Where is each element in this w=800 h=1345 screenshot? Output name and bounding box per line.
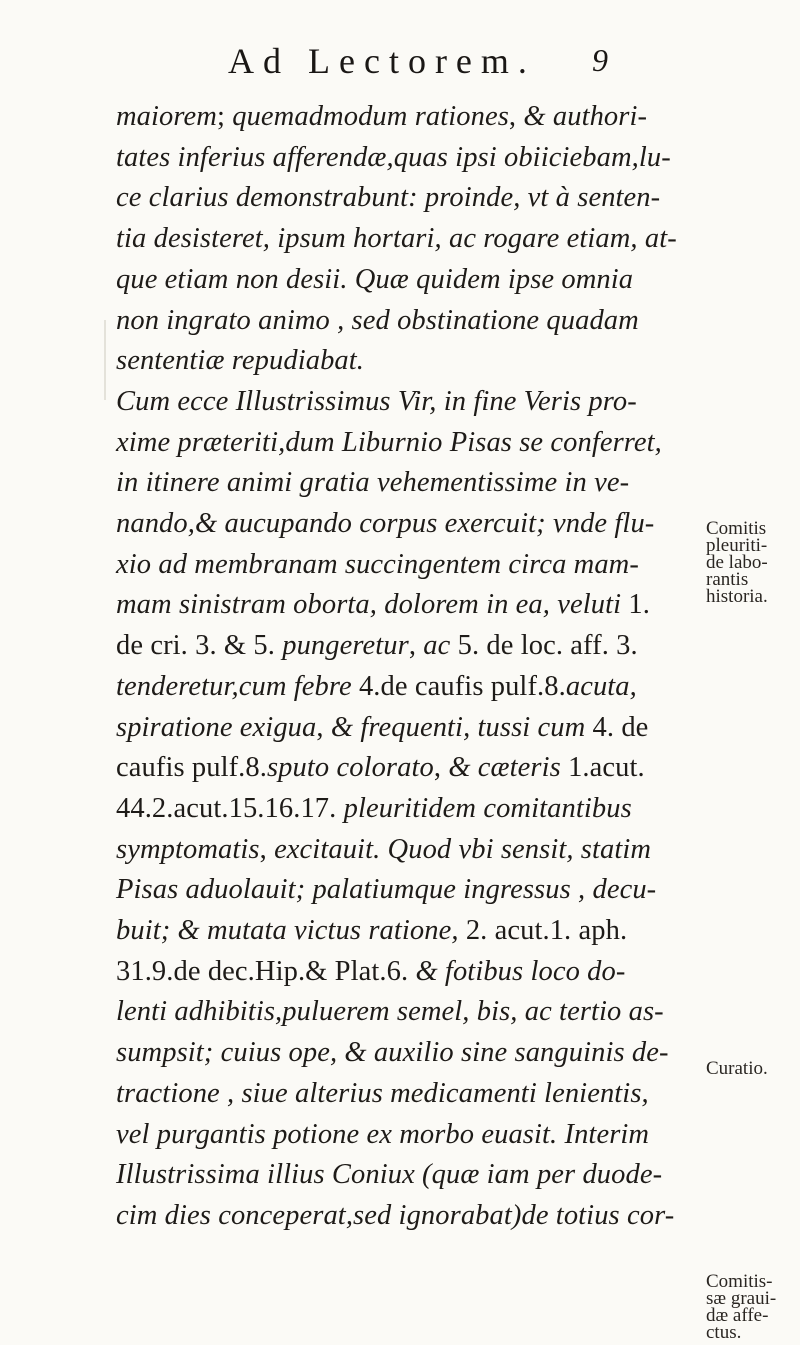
italic-text: symptomatis — [116, 833, 260, 865]
text-line — [116, 381, 637, 423]
margin-note-line: de labo- — [706, 552, 768, 573]
running-head — [200, 40, 680, 90]
margin-note-line: historia. — [706, 586, 768, 607]
italic-text: spiratione exigua — [116, 711, 317, 743]
text-line — [116, 218, 677, 260]
italic-text: sputo colorato — [266, 752, 434, 784]
text-line — [116, 707, 648, 749]
italic-text: que etiam non desii. Quæ quidem ipse omnia — [116, 263, 634, 295]
text-line — [116, 177, 660, 219]
italic-text: excitauit. Quod vbi sensit, statim — [274, 833, 652, 865]
margin-note-line: dæ affe- — [706, 1305, 769, 1326]
italic-text: Pisas aduolauit; palatiumque ingressus , decu- — [116, 874, 657, 906]
text-line — [116, 869, 656, 911]
text-line — [116, 1195, 674, 1237]
roman-text: , — [508, 101, 524, 132]
roman-text: , — [433, 752, 449, 784]
margin-note — [706, 520, 800, 605]
italic-text: ce clarius demonstrabunt: proinde, vt à senten- — [116, 182, 661, 214]
italic-text: tia desisteret, ipsum hortari, ac rogare etiam, at- — [116, 223, 677, 255]
italic-text: tates inferius afferendæ,quas ipsi obiiciebam,lu- — [116, 141, 671, 173]
margin-note-line: Comitis- — [706, 1271, 773, 1292]
roman-text: 31.9.de dec.Hip.& Plat.6. — [116, 955, 416, 987]
text-line — [116, 503, 654, 545]
paper-stain — [104, 320, 106, 400]
italic-text: & frequenti, tussi cum — [330, 711, 586, 743]
italic-text: acuta, — [565, 670, 637, 702]
italic-text: & cæteris — [448, 752, 561, 784]
text-line — [116, 666, 637, 708]
italic-text: tractione , siue alterius medicamenti lenientis, — [116, 1077, 649, 1109]
roman-text: , — [259, 833, 275, 865]
text-line — [116, 951, 625, 993]
italic-text: pungeretur — [282, 630, 409, 662]
text-line — [116, 829, 651, 871]
italic-text: lenti adhibitis,puluerem semel, bis, ac tertio as- — [116, 996, 664, 1028]
text-line — [116, 1154, 662, 1196]
italic-text: quemadmodum rationes — [232, 101, 509, 132]
roman-text: 4.de caufis pulf.8. — [351, 670, 566, 702]
margin-note-line: ctus. — [706, 1322, 742, 1343]
italic-text: sumpsit; cuius ope, & auxilio sine sanguinis de- — [116, 1037, 669, 1069]
roman-text: 1.acut. — [560, 752, 645, 784]
italic-text: buit; & mutata victus ratione, — [116, 915, 459, 946]
roman-text: 5. de loc. aff. 3. — [450, 630, 638, 662]
roman-text: 44.2.acut.15.16.17. — [116, 792, 344, 824]
italic-text: non ingrato animo , sed obstinatione quadam — [116, 304, 639, 336]
text-line — [116, 259, 633, 301]
italic-text: Cum ecce Illustrissimus Vir, in fine Veris pro- — [116, 385, 637, 417]
roman-text: , — [316, 711, 331, 743]
text-line — [116, 910, 627, 952]
italic-text: maiorem — [116, 101, 217, 132]
text-line — [116, 462, 629, 504]
text-line — [116, 544, 639, 586]
italic-text: nando,& aucupando corpus exercuit; vnde flu- — [116, 508, 655, 539]
text-line — [116, 747, 645, 789]
margin-note-line: Comitis — [706, 518, 767, 539]
page-number: 9 — [592, 42, 608, 78]
roman-text: , — [408, 630, 424, 662]
italic-text: in itinere animi gratia vehementissime in ve- — [116, 467, 630, 499]
italic-text: xime præteriti,dum Liburnio Pisas se conferret, — [116, 426, 662, 458]
text-line — [116, 1032, 669, 1074]
roman-text: ; — [216, 101, 233, 132]
text-line — [116, 1073, 649, 1115]
italic-text: mam sinistram oborta, dolorem in ea, veluti — [116, 589, 629, 621]
text-line — [116, 137, 671, 179]
roman-text: de cri. 3. & 5. — [116, 630, 283, 662]
text-line — [116, 422, 662, 464]
italic-text: vel purgantis potione ex morbo euasit. Interim — [116, 1118, 650, 1150]
text-line — [116, 991, 664, 1033]
italic-text: tenderetur,cum febre — [116, 670, 352, 702]
margin-note-line: sæ graui- — [706, 1288, 777, 1309]
roman-text: 1. — [628, 589, 650, 621]
text-line — [116, 1114, 649, 1156]
italic-text: Illustrissima illius Coniux (quæ iam per duode- — [116, 1159, 663, 1191]
text-line — [116, 300, 639, 342]
italic-text: & fotibus loco do- — [415, 955, 626, 987]
margin-note — [706, 1273, 800, 1341]
italic-text: xio ad membranam succingentem circa mam- — [116, 548, 639, 580]
italic-text: cim dies conceperat,sed ignorabat)de totius cor- — [116, 1199, 675, 1231]
margin-note-line: Curatio. — [706, 1058, 768, 1079]
italic-text: ac — [423, 630, 451, 662]
text-line — [116, 788, 632, 830]
text-line — [116, 584, 650, 626]
margin-note-line: rantis — [706, 569, 749, 590]
roman-text: caufis pulf.8. — [116, 752, 267, 784]
roman-text: 4. de — [585, 711, 649, 743]
italic-text: sententiæ repudiabat. — [116, 345, 365, 377]
running-head-title: Ad Lectorem. — [228, 41, 536, 81]
text-line — [116, 96, 647, 138]
text-line — [116, 340, 364, 382]
text-line — [116, 625, 638, 667]
margin-note-line: pleuriti- — [706, 535, 768, 556]
margin-note — [706, 1060, 800, 1077]
italic-text: & authori- — [523, 101, 648, 132]
italic-text: pleuritidem comitantibus — [343, 792, 632, 824]
roman-text: 2. acut.1. aph. — [458, 915, 628, 946]
